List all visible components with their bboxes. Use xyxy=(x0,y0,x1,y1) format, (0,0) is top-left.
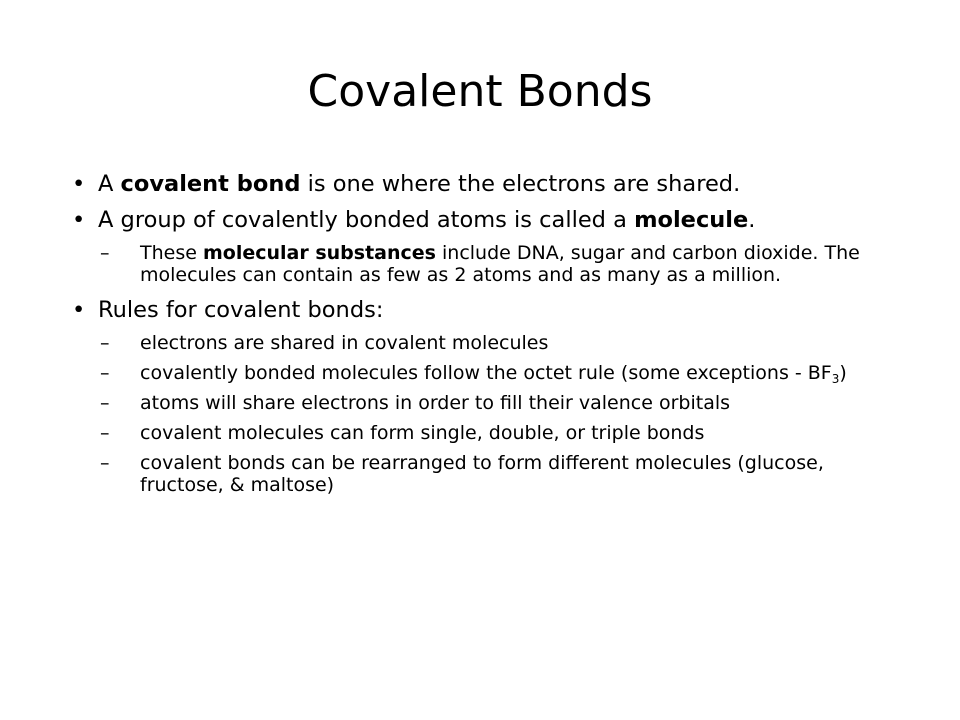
bullet-rules xyxy=(72,296,892,324)
dash-icon: – xyxy=(100,452,110,474)
subbullet-text-bold: molecular substances xyxy=(202,242,436,264)
subbullet-molecular-substances xyxy=(72,242,892,286)
rule-text: electrons are shared in covalent molecules xyxy=(140,332,549,354)
dash-icon: – xyxy=(100,242,110,264)
bullet-text-bold: molecule xyxy=(634,207,749,233)
bullet-text-post: . xyxy=(748,207,756,233)
rule-item xyxy=(72,392,892,414)
bullet-icon: • xyxy=(72,297,86,323)
bullet-icon: • xyxy=(72,207,86,233)
rule-text: covalent bonds can be rearranged to form different molecules (glucose, fructose, & maltose) xyxy=(140,452,824,496)
rule-item xyxy=(72,362,892,384)
dash-icon: – xyxy=(100,362,110,384)
subbullet-text-pre: These xyxy=(140,242,203,264)
bullet-text-pre: A xyxy=(98,171,121,197)
rule-item xyxy=(72,452,892,496)
rule-text: covalent molecules can form single, double, or triple bonds xyxy=(140,422,705,444)
slide-body xyxy=(72,170,892,504)
bullet-text-bold: covalent bond xyxy=(120,171,301,197)
dash-icon: – xyxy=(100,422,110,444)
rule-text-subscript: 3 xyxy=(831,372,840,386)
bullet-icon: • xyxy=(72,171,86,197)
rule-item xyxy=(72,332,892,354)
dash-icon: – xyxy=(100,332,110,354)
slide-title: Covalent Bonds xyxy=(307,66,653,117)
rule-text-pre: covalently bonded molecules follow the octet rule (some exceptions - BF xyxy=(140,362,832,384)
rule-item xyxy=(72,422,892,444)
rule-text xyxy=(140,362,892,384)
bullet-text-pre: A group of covalently bonded atoms is called a xyxy=(98,207,635,233)
bullet-text: Rules for covalent bonds: xyxy=(98,297,384,323)
rule-text: atoms will share electrons in order to fill their valence orbitals xyxy=(140,392,731,414)
bullet-covalent-bond xyxy=(72,170,892,198)
rule-text-post: ) xyxy=(839,362,847,384)
dash-icon: – xyxy=(100,392,110,414)
bullet-text-post: is one where the electrons are shared. xyxy=(300,171,741,197)
subbullet-text xyxy=(140,242,892,286)
bullet-molecule xyxy=(72,206,892,234)
subbullet-text-post: include DNA, sugar and carbon dioxide. The molecules can contain as few as 2 atoms and as many as a million. xyxy=(140,242,860,286)
